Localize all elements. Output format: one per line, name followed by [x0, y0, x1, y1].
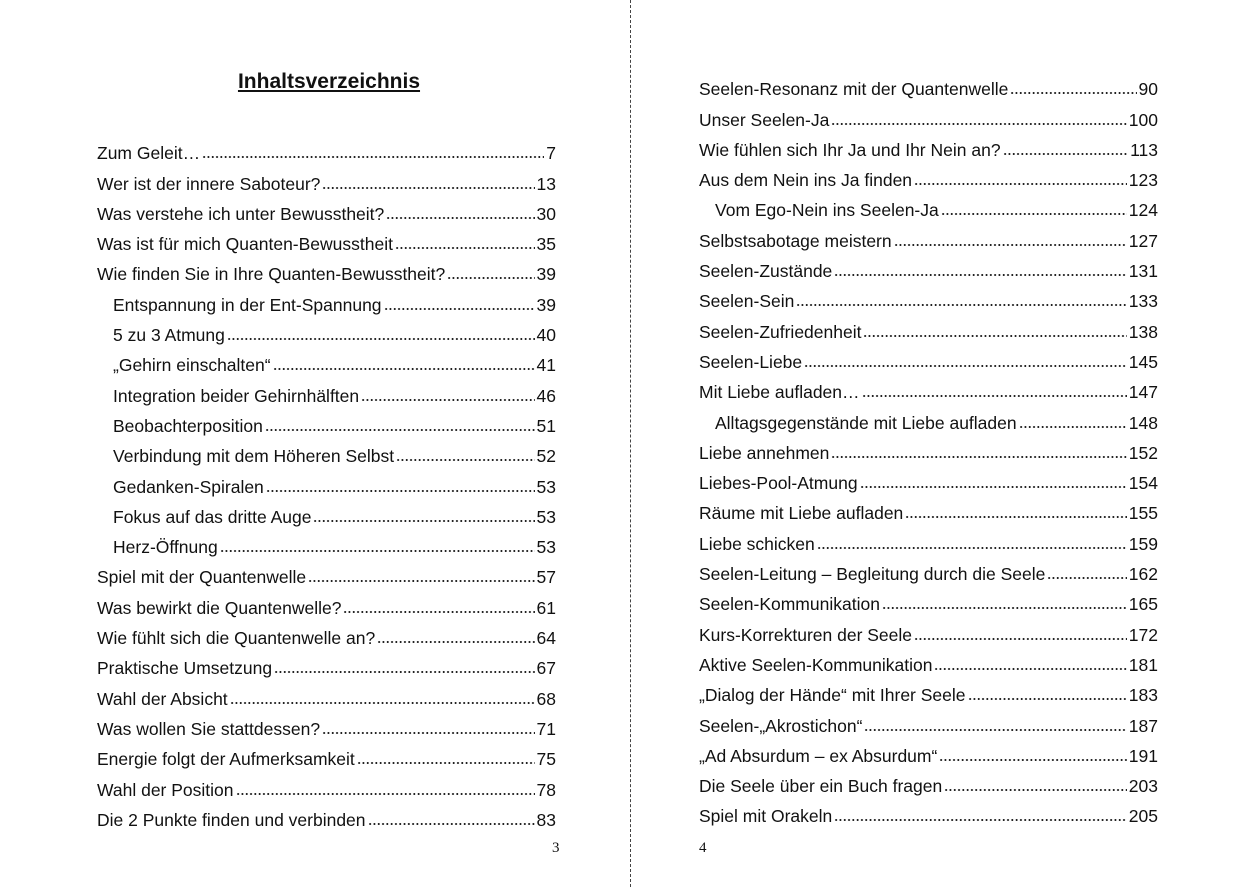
toc-entry-title: Gedanken-Spiralen [113, 476, 264, 497]
toc-entry [97, 375, 556, 405]
toc-entry-page: 83 [536, 809, 556, 830]
toc-dot-leader [863, 334, 1126, 338]
toc-entry-page: 172 [1128, 624, 1158, 645]
toc-entry-page: 64 [536, 628, 556, 649]
toc-dot-leader [905, 515, 1127, 519]
page-number-left: 3 [552, 840, 560, 856]
toc-entry-page: 165 [1128, 594, 1158, 615]
toc-entry-title: Wer ist der innere Saboteur? [97, 173, 321, 194]
toc-entry-page: 155 [1128, 503, 1158, 524]
toc-entry [97, 769, 556, 799]
toc-entry [699, 220, 1158, 250]
toc-entry-title: Wie finden Sie in Ihre Quanten-Bewusstheit? [97, 264, 446, 285]
toc-entry-title: Was bewirkt die Quantenwelle? [97, 597, 342, 618]
toc-entry-title: Was ist für mich Quanten-Bewusstheit [97, 234, 393, 255]
toc-entry-title: Liebes-Pool-Atmung [699, 473, 858, 494]
toc-entry [699, 130, 1158, 160]
toc-entry-title: Verbindung mit dem Höheren Selbst [113, 446, 395, 467]
toc-entry [699, 402, 1158, 432]
toc-entry [699, 190, 1158, 220]
toc-entry-page: 35 [536, 234, 556, 255]
toc-entry-page: 40 [536, 325, 556, 346]
toc-entry-page: 90 [1138, 79, 1158, 100]
toc-entry-title: Aus dem Nein ins Ja finden [699, 170, 913, 191]
toc-dot-leader [914, 182, 1127, 186]
toc-entry-title: Was wollen Sie stattdessen? [97, 718, 321, 739]
toc-dot-leader [265, 428, 535, 432]
toc-entry [97, 315, 556, 345]
toc-dot-leader [202, 155, 544, 159]
toc-entry [97, 678, 556, 708]
toc-entry-title: Räume mit Liebe aufladen [699, 503, 904, 524]
toc-entry-title: „Dialog der Hände“ mit Ihrer Seele [699, 685, 966, 706]
toc-dot-leader [313, 519, 534, 523]
toc-dot-leader [834, 818, 1127, 822]
toc-entry-page: 183 [1128, 685, 1158, 706]
toc-entry [97, 497, 556, 527]
toc-entry-title: Seelen-Leitung – Begleitung durch die Seele [699, 564, 1046, 585]
toc-entry [699, 675, 1158, 705]
toc-entry-title: Beobachterposition [113, 415, 263, 436]
toc-entry [699, 372, 1158, 402]
toc-entry [97, 224, 556, 254]
toc-dot-leader [941, 212, 1127, 216]
toc-entry-page: 131 [1128, 261, 1158, 282]
toc-entry-page: 71 [536, 718, 556, 739]
toc-entry [97, 739, 556, 769]
toc-list-right [699, 69, 1158, 826]
toc-dot-leader [274, 670, 534, 674]
toc-dot-leader [357, 761, 535, 765]
toc-entry-title: Praktische Umsetzung [97, 658, 273, 679]
toc-entry-page: 205 [1128, 806, 1158, 827]
toc-entry-title: Wie fühlen sich Ihr Ja und Ihr Nein an? [699, 139, 1001, 160]
toc-entry-title: Die 2 Punkte finden und verbinden [97, 809, 366, 830]
toc-entry-page: 162 [1128, 564, 1158, 585]
toc-dot-leader [968, 697, 1127, 701]
toc-dot-leader [834, 273, 1127, 277]
toc-entry [699, 251, 1158, 281]
toc-entry [97, 284, 556, 314]
toc-dot-leader [220, 549, 535, 553]
toc-entry [699, 554, 1158, 584]
toc-dot-leader [862, 394, 1127, 398]
toc-entry [699, 766, 1158, 796]
toc-entry [97, 527, 556, 557]
toc-entry-title: Energie folgt der Aufmerksamkeit [97, 749, 355, 770]
toc-entry [699, 736, 1158, 766]
toc-entry-title: Zum Geleit… [97, 143, 201, 164]
toc-dot-leader [368, 822, 535, 826]
toc-entry-page: 53 [536, 506, 556, 527]
toc-entry [699, 433, 1158, 463]
toc-entry-title: Wahl der Absicht [97, 688, 228, 709]
toc-entry [97, 436, 556, 466]
toc-dot-leader [266, 489, 535, 493]
toc-entry-title: Integration beider Gehirnhälften [113, 385, 360, 406]
toc-entry-page: 68 [536, 688, 556, 709]
toc-entry [97, 406, 556, 436]
toc-entry-title: Seelen-Zustände [699, 261, 833, 282]
toc-entry [699, 160, 1158, 190]
toc-entry-page: 152 [1128, 442, 1158, 463]
toc-entry-page: 148 [1128, 412, 1158, 433]
toc-entry [699, 69, 1158, 99]
toc-dot-leader [227, 337, 535, 341]
toc-entry-title: Seelen-Zufriedenheit [699, 321, 862, 342]
toc-entry-title: Seelen-Resonanz mit der Quantenwelle [699, 79, 1009, 100]
toc-entry-page: 46 [536, 385, 556, 406]
toc-entry-title: Vom Ego-Nein ins Seelen-Ja [715, 200, 939, 221]
toc-entry-page: 53 [536, 476, 556, 497]
toc-entry-title: Liebe schicken [699, 533, 815, 554]
toc-dot-leader [914, 637, 1127, 641]
toc-dot-leader [386, 216, 534, 220]
toc-dot-leader [377, 640, 534, 644]
toc-entry [699, 463, 1158, 493]
toc-entry-title: Was verstehe ich unter Bewusstheit? [97, 203, 385, 224]
toc-entry-title: Unser Seelen-Ja [699, 109, 830, 130]
toc-entry [97, 194, 556, 224]
toc-entry [699, 311, 1158, 341]
toc-dot-leader [1003, 152, 1129, 156]
toc-entry-page: 67 [536, 658, 556, 679]
toc-dot-leader [1047, 576, 1126, 580]
toc-dot-leader [230, 701, 535, 705]
toc-dot-leader [796, 303, 1126, 307]
toc-entry-title: Fokus auf das dritte Auge [113, 506, 312, 527]
toc-entry [97, 557, 556, 587]
toc-entry-page: 138 [1128, 321, 1158, 342]
toc-entry-page: 7 [546, 143, 556, 164]
toc-dot-leader [236, 792, 535, 796]
toc-dot-leader [447, 276, 534, 280]
toc-entry [97, 133, 556, 163]
toc-entry-title: Selbstsabotage meistern [699, 230, 892, 251]
toc-dot-leader [273, 367, 535, 371]
toc-dot-leader [882, 606, 1127, 610]
toc-entry-title: Liebe annehmen [699, 442, 830, 463]
toc-dot-leader [944, 788, 1127, 792]
toc-entry [97, 800, 556, 830]
toc-dot-leader [831, 455, 1126, 459]
toc-entry-page: 203 [1128, 776, 1158, 797]
toc-entry [97, 345, 556, 375]
toc-entry-title: Seelen-„Akrostichon“ [699, 715, 863, 736]
toc-entry-title: Wie fühlt sich die Quantenwelle an? [97, 628, 376, 649]
toc-entry-page: 75 [536, 749, 556, 770]
toc-entry-page: 13 [536, 173, 556, 194]
toc-entry [97, 163, 556, 193]
toc-entry [699, 796, 1158, 826]
page-number-right: 4 [699, 840, 707, 856]
toc-entry-title: Alltagsgegenstände mit Liebe aufladen [715, 412, 1017, 433]
toc-dot-leader [322, 186, 534, 190]
toc-entry [699, 342, 1158, 372]
toc-entry-page: 181 [1128, 654, 1158, 675]
toc-entry-page: 133 [1128, 291, 1158, 312]
toc-dot-leader [1019, 425, 1127, 429]
toc-entry [699, 614, 1158, 644]
toc-entry-title: „Gehirn einschalten“ [113, 355, 271, 376]
toc-entry [699, 645, 1158, 675]
toc-entry-page: 57 [536, 567, 556, 588]
toc-entry [699, 281, 1158, 311]
toc-entry-page: 159 [1128, 533, 1158, 554]
toc-entry-page: 78 [536, 779, 556, 800]
toc-dot-leader [817, 546, 1127, 550]
toc-dot-leader [396, 458, 534, 462]
toc-dot-leader [384, 307, 535, 311]
toc-entry-title: Seelen-Kommunikation [699, 594, 880, 615]
toc-entry-title: Spiel mit Orakeln [699, 806, 833, 827]
toc-entry-page: 61 [536, 597, 556, 618]
toc-entry-page: 53 [536, 537, 556, 558]
toc-entry-page: 154 [1128, 473, 1158, 494]
page-divider [630, 0, 631, 887]
toc-entry-page: 187 [1128, 715, 1158, 736]
toc-dot-leader [343, 610, 534, 614]
toc-entry-title: Die Seele über ein Buch fragen [699, 776, 943, 797]
toc-dot-leader [361, 398, 534, 402]
toc-entry [97, 648, 556, 678]
toc-list-left [97, 133, 556, 830]
toc-entry-page: 127 [1128, 230, 1158, 251]
toc-entry-title: „Ad Absurdum – ex Absurdum“ [699, 745, 938, 766]
toc-entry-page: 39 [536, 294, 556, 315]
toc-dot-leader [804, 364, 1127, 368]
toc-dot-leader [308, 579, 534, 583]
toc-entry-page: 191 [1128, 745, 1158, 766]
toc-entry-page: 145 [1128, 351, 1158, 372]
toc-entry-page: 51 [536, 415, 556, 436]
toc-dot-leader [864, 728, 1126, 732]
toc-entry-title: Spiel mit der Quantenwelle [97, 567, 307, 588]
toc-entry [699, 584, 1158, 614]
toc-entry [97, 466, 556, 496]
toc-entry-page: 113 [1130, 139, 1158, 160]
toc-title: Inhaltsverzeichnis [237, 70, 421, 93]
toc-entry-page: 123 [1128, 170, 1158, 191]
toc-entry [699, 705, 1158, 735]
toc-entry-page: 147 [1128, 382, 1158, 403]
toc-entry-title: Seelen-Liebe [699, 351, 803, 372]
toc-entry [699, 493, 1158, 523]
toc-dot-leader [322, 731, 534, 735]
toc-entry-page: 100 [1128, 109, 1158, 130]
toc-entry [97, 618, 556, 648]
toc-dot-leader [894, 243, 1127, 247]
toc-dot-leader [860, 485, 1127, 489]
toc-entry-title: Aktive Seelen-Kommunikation [699, 654, 933, 675]
toc-entry-title: Wahl der Position [97, 779, 234, 800]
toc-entry-page: 39 [536, 264, 556, 285]
toc-entry [97, 587, 556, 617]
toc-dot-leader [1010, 91, 1136, 95]
toc-entry-title: Seelen-Sein [699, 291, 795, 312]
toc-entry [699, 99, 1158, 129]
toc-entry-page: 124 [1128, 200, 1158, 221]
toc-entry [97, 254, 556, 284]
toc-entry-page: 30 [536, 203, 556, 224]
toc-entry-title: Kurs-Korrekturen der Seele [699, 624, 913, 645]
toc-entry-title: Entspannung in der Ent-Spannung [113, 294, 382, 315]
toc-entry [97, 709, 556, 739]
toc-entry-title: 5 zu 3 Atmung [113, 325, 225, 346]
toc-dot-leader [939, 758, 1126, 762]
toc-entry-title: Herz-Öffnung [113, 537, 218, 558]
toc-dot-leader [395, 246, 535, 250]
toc-entry [699, 523, 1158, 553]
toc-dot-leader [934, 667, 1126, 671]
toc-dot-leader [831, 122, 1126, 126]
toc-entry-title: Mit Liebe aufladen… [699, 382, 860, 403]
toc-entry-page: 41 [536, 355, 556, 376]
toc-entry-page: 52 [536, 446, 556, 467]
